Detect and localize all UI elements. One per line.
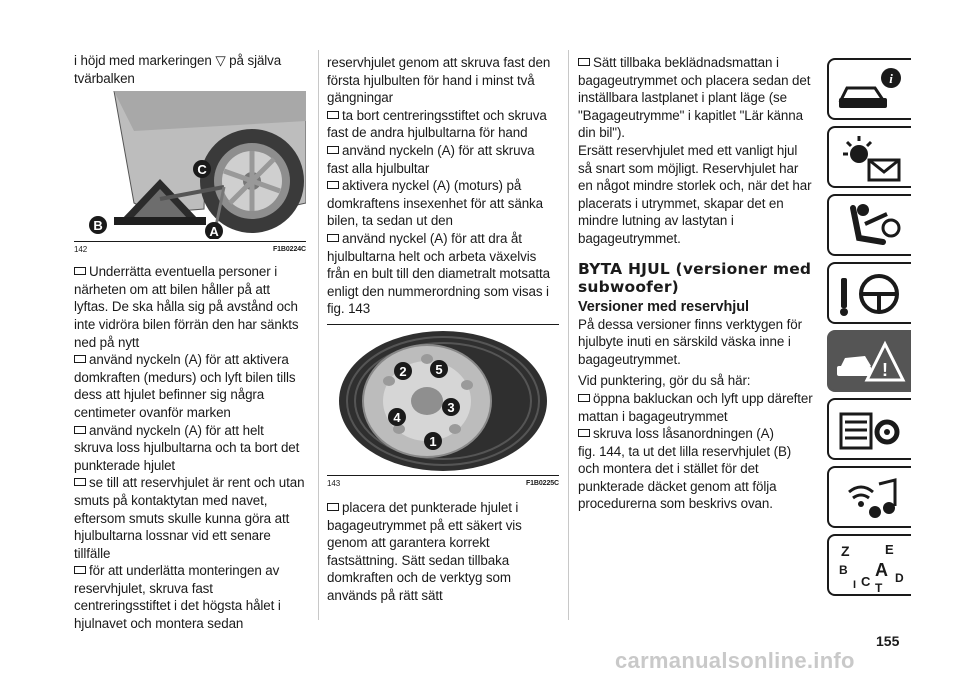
body-paragraph: fig. 144, ta ut det lilla reservhjulet (B) och montera det i stället för det punkterade däcket genom att följa procedurerna som beskrivs ovan. xyxy=(578,443,792,512)
bullet-marker-icon xyxy=(74,478,86,486)
column-divider xyxy=(318,50,319,620)
body-paragraph: Vid punktering, gör du så här: xyxy=(578,373,751,389)
figure-caption xyxy=(74,241,306,255)
emergency-car-icon xyxy=(835,336,907,390)
index-letter: B xyxy=(839,563,848,577)
wheel-bolt-illustration xyxy=(327,329,559,473)
bullet-item xyxy=(578,425,814,443)
index-letter: T xyxy=(875,581,883,594)
column-1 xyxy=(74,52,306,633)
bullet-item xyxy=(74,422,306,475)
maintenance-icon xyxy=(835,404,907,458)
continuation-text: reservhjulet genom att skruva fast den första hjulbulten för hand i minst två gängningar xyxy=(327,55,551,106)
tab-alphabet-index[interactable] xyxy=(827,534,911,596)
bullet-item xyxy=(74,474,306,562)
tab-steering[interactable] xyxy=(827,262,911,324)
index-letter: A xyxy=(875,560,888,580)
alphabet-index-icon xyxy=(835,540,907,594)
bullet-item xyxy=(327,107,559,142)
bullet-item xyxy=(327,230,559,318)
bullet-text: aktivera nyckel (A) (moturs) på domkraftens insexenhet för att sänka bilen, ta sedan ut den xyxy=(327,178,543,229)
bullet-text: skruva loss låsanordningen (A) xyxy=(593,426,774,442)
tab-multimedia[interactable] xyxy=(827,466,911,528)
bolt-label: 4 xyxy=(393,409,401,425)
seat-airbag-icon xyxy=(835,200,907,254)
bolt-label: 5 xyxy=(435,361,443,377)
index-letter: D xyxy=(895,571,904,585)
bullet-marker-icon xyxy=(327,503,339,511)
bullet-marker-icon xyxy=(578,429,590,437)
bolt-label: 3 xyxy=(447,399,455,415)
bullet-item xyxy=(74,351,306,421)
bullet-list xyxy=(74,263,306,632)
section-heading: BYTA HJUL (versioner med subwoofer) xyxy=(578,259,812,296)
index-letter: I xyxy=(853,579,857,591)
bullet-text: använd nyckel (A) för att dra åt hjulbultarna helt och arbeta växelvis från en bult till den diametralt motsatta enligt den nummerordning som visas i fig. 143 xyxy=(327,230,550,317)
body-paragraph: På dessa versioner finns verktygen för hjulbyte inuti en särskild väska inne i bagageutrymmet. xyxy=(578,316,802,367)
bolt-label: 1 xyxy=(429,433,437,449)
bullet-text: placera det punkterade hjulet i bagageutrymmet på ett säkert vis genom att garantera korrekt fastsättning. Sätt sedan tillbaka domkraften och de verktyg som används på rätt sätt xyxy=(327,499,522,603)
bullet-text: öppna bakluckan och lyft upp därefter mattan i bagageutrymmet xyxy=(578,390,813,424)
multimedia-icon xyxy=(835,472,907,526)
bullet-marker-icon xyxy=(578,394,590,402)
bullet-marker-icon xyxy=(327,111,339,119)
figure-number: 142 xyxy=(74,245,88,255)
bullet-item xyxy=(327,142,559,177)
bullet-text: Sätt tillbaka beklädnadsmattan i bagageutrymmet och placera sedan det inställbara lastplanet i plant läge (se "Bagageutrymme" i kapitlet "Lär känna din bil"). xyxy=(578,55,811,141)
index-letter: Z xyxy=(841,543,850,559)
bullet-text: använd nyckeln (A) för att helt skruva loss hjulbultarna och ta bort det punkterade hjulet xyxy=(74,422,300,473)
index-letter: E xyxy=(885,542,894,557)
bullet-marker-icon xyxy=(74,426,86,434)
bullet-item xyxy=(327,177,559,230)
figure-code: F1B0224C xyxy=(272,246,306,254)
tab-maintenance[interactable] xyxy=(827,398,911,460)
figure-caption xyxy=(327,475,559,489)
section-subheading: Versioner med reservhjul xyxy=(578,298,749,315)
bullet-item xyxy=(74,263,306,351)
figure-142 xyxy=(74,91,306,255)
bullet-text: se till att reservhjulet är rent och utan smuts på kontaktytan med navet, eftersom smuts skulle kunna göra att hjulbultarna lossnar vid ett senare tillfälle xyxy=(74,475,305,561)
tab-seat-airbag[interactable] xyxy=(827,194,911,256)
intro-text: i höjd med markeringen ▽ på själva tvärbalken xyxy=(74,53,282,86)
bullet-marker-icon xyxy=(74,267,86,275)
bullet-marker-icon xyxy=(578,58,590,66)
bolt-label: 2 xyxy=(399,363,407,379)
bullet-text: Underrätta eventuella personer i närheten om att bilen håller på att lyftas. De ska hålla sig på avstånd och inte vidröra bilen förrän den har sänkts ned på nytt xyxy=(74,264,299,350)
bullet-text: för att underlätta monteringen av reservhjulet, skruva fast centreringsstiftet i det högsta hålet i hjulnavet och montera sedan xyxy=(74,563,281,632)
bullet-marker-icon xyxy=(327,146,339,154)
chapter-tabs xyxy=(827,58,911,602)
column-divider xyxy=(568,50,569,620)
car-info-icon xyxy=(835,64,907,118)
label-c: C xyxy=(197,162,207,178)
label-a: A xyxy=(209,224,219,240)
column-2 xyxy=(327,54,559,604)
figure-143 xyxy=(327,324,559,489)
bullet-marker-icon xyxy=(327,234,339,242)
body-paragraph: Ersätt reservhjulet med ett vanligt hjul så snart som möjligt. Reservhjulet har en något mindre storlek och, när det har placerats i utrymmet, skapar det en mindre lutning av lastytan i bagageutrymmet. xyxy=(578,142,812,246)
tab-emergency[interactable] xyxy=(827,330,911,392)
jack-illustration xyxy=(74,91,306,239)
page-number: 155 xyxy=(876,633,900,649)
bullet-text: använd nyckeln (A) för att aktivera domkraften (medurs) och lyft bilen tills dess att hjulet befinner sig några centimeter ovanför marken xyxy=(74,352,296,420)
warning-lights-icon xyxy=(835,132,907,186)
tab-car-info[interactable] xyxy=(827,58,911,120)
column-3 xyxy=(578,54,814,513)
svg-text:i: i xyxy=(889,71,893,86)
bullet-marker-icon xyxy=(74,566,86,574)
bullet-text: ta bort centreringsstiftet och skruva fast de andra hjulbultarna för hand xyxy=(327,107,547,141)
watermark: carmanualsonline.info xyxy=(615,648,855,673)
figure-number: 143 xyxy=(327,478,341,488)
figure-code: F1B0225C xyxy=(525,479,559,487)
tab-warning-lights[interactable] xyxy=(827,126,911,188)
bullet-marker-icon xyxy=(327,181,339,189)
label-b: B xyxy=(93,218,103,234)
bullet-item xyxy=(578,54,814,142)
bullet-item xyxy=(578,390,814,425)
bullet-marker-icon xyxy=(74,355,86,363)
index-letter: C xyxy=(861,574,871,589)
steering-wheel-icon xyxy=(835,268,907,322)
bullet-text: använd nyckeln (A) för att skruva fast alla hjulbultar xyxy=(327,142,535,176)
svg-text:!: ! xyxy=(882,360,888,380)
bullet-item xyxy=(74,562,306,632)
bullet-item xyxy=(327,499,559,605)
